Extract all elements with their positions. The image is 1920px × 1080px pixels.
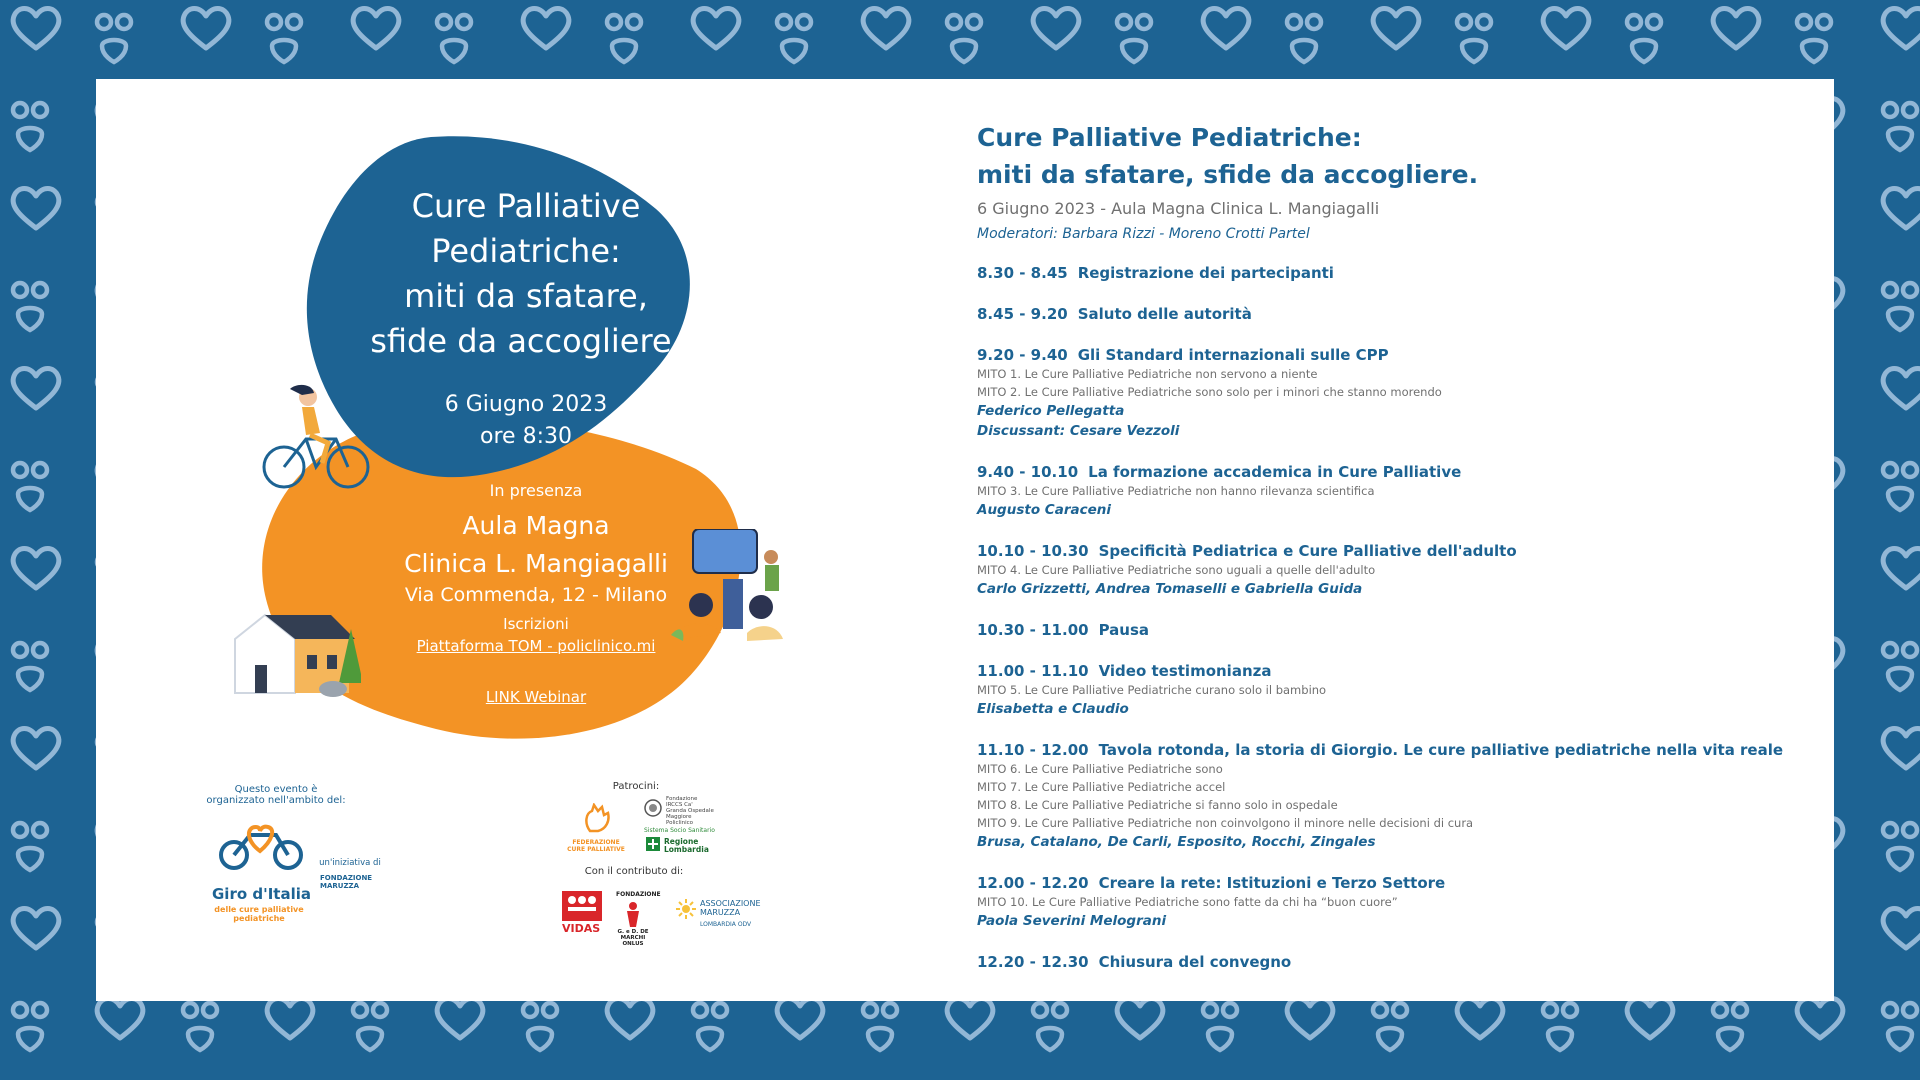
program-item-mito: MITO 2. Le Cure Palliative Pediatriche sono solo per i minori che stanno morendo: [977, 385, 1442, 399]
sistema-label: Sistema Socio Sanitario: [644, 827, 715, 834]
venue-address: Via Commenda, 12 - Milano: [404, 584, 668, 606]
program-item-mito: MITO 10. Le Cure Palliative Pediatriche sono fatte da chi ha “buon cuore”: [977, 895, 1398, 909]
hero-title: [336, 184, 716, 364]
program-item-speaker: Discussant: Cesare Vezzoli: [977, 423, 1180, 439]
program-item-title: Creare la rete: Istituzioni e Terzo Settore: [1098, 874, 1446, 892]
program-item-time: 9.40 - 10.10: [977, 463, 1079, 481]
demarchi-figure-logo: [623, 901, 643, 927]
federazione-hand-logo: [582, 803, 612, 833]
patrocini-label: Patrocini:: [612, 781, 660, 792]
hero-title-line: sfide da accogliere.: [370, 322, 682, 360]
program-item-time: 11.10 - 12.00: [977, 741, 1089, 759]
program-item-time: 8.30 - 8.45: [977, 264, 1068, 282]
program-item: [977, 953, 1807, 972]
demarchi-label: G. e D. DE MARCHI ONLUS: [617, 929, 649, 947]
iniziativa-label: un'iniziativa di: [319, 858, 381, 868]
program-item: [977, 741, 1807, 852]
regione-label: Regione Lombardia: [664, 837, 709, 854]
program-item-time: 10.30 - 11.00: [977, 621, 1089, 639]
program-item-mito: MITO 3. Le Cure Palliative Pediatriche non hanno rilevanza scientifica: [977, 484, 1375, 498]
program-item-title: La formazione accademica in Cure Palliative: [1088, 463, 1462, 481]
federazione-label: FEDERAZIONE CURE PALLIATIVE: [567, 839, 625, 853]
program-item-mito: MITO 4. Le Cure Palliative Pediatriche sono uguali a quelle dell'adulto: [977, 563, 1376, 577]
program-item-head: [977, 662, 1807, 681]
hero-title-line: miti da sfatare,: [404, 277, 648, 315]
program-item: [977, 305, 1807, 324]
program-item-time: 8.45 - 9.20: [977, 305, 1068, 323]
program-item: [977, 874, 1807, 931]
program-title-line: miti da sfatare, sfide da accogliere.: [977, 160, 1479, 189]
demarchi-top-label: FONDAZIONE: [616, 891, 661, 898]
program-item-time: 11.00 - 11.10: [977, 662, 1089, 680]
program-item-mito: MITO 8. Le Cure Palliative Pediatriche si fanno solo in ospedale: [977, 798, 1338, 812]
program-item-title: Specificità Pediatrica e Cure Palliative dell'adulto: [1098, 542, 1517, 560]
program-item-head: [977, 346, 1807, 365]
program-item-title: Video testimonianza: [1098, 662, 1272, 680]
in-presenza-label: In presenza: [489, 481, 583, 500]
event-date: 6 Giugno 2023: [444, 392, 608, 417]
house-illustration: [231, 599, 361, 699]
program-item-speaker: Elisabetta e Claudio: [977, 701, 1129, 717]
hero-date: [376, 389, 676, 453]
giro-title: Giro d'Italia: [212, 885, 311, 903]
assoc-maruzza-label: ASSOCIAZIONE MARUZZA: [700, 899, 761, 917]
program-moderators: Moderatori: Barbara Rizzi - Moreno Crotti Partel: [977, 226, 1310, 242]
assoc-maruzza-sub: LOMBARDIA ODV: [700, 921, 752, 928]
program-item: [977, 621, 1807, 640]
program-item-title: Registrazione dei partecipanti: [1077, 264, 1334, 282]
hero-title-line: Pediatriche:: [431, 232, 621, 270]
irccs-seal-logo: [644, 799, 662, 817]
program-item-title: Gli Standard internazionali sulle CPP: [1077, 346, 1389, 364]
program-item-head: [977, 621, 1807, 640]
program-item-speaker: Carlo Grizzetti, Andrea Tomaselli e Gabriella Guida: [977, 581, 1363, 597]
program-item-head: [977, 741, 1807, 760]
program-item-head: [977, 463, 1807, 482]
program-items: [977, 264, 1807, 972]
program-item-speaker: Federico Pellegatta: [977, 403, 1125, 419]
program-title-line: Cure Palliative Pediatriche:: [977, 123, 1362, 152]
program-item-mito: MITO 9. Le Cure Palliative Pediatriche non coinvolgono il minore nelle decisioni di cura: [977, 816, 1474, 830]
irccs-label: Fondazione IRCCS Ca' Granda Ospedale Maggiore Policlinico: [666, 796, 714, 826]
program-item-speaker: Paola Severini Melograni: [977, 913, 1167, 929]
event-card: [96, 79, 1834, 1001]
hero-title-line: Cure Palliative: [411, 187, 641, 225]
program-item-title: Saluto delle autorità: [1077, 305, 1252, 323]
iscrizioni-label: Iscrizioni: [503, 615, 569, 633]
contributo-label: Con il contributo di:: [584, 866, 684, 877]
program-item-mito: MITO 7. Le Cure Palliative Pediatriche accel: [977, 780, 1226, 794]
program-item: [977, 264, 1807, 283]
cyclist-illustration: [256, 379, 376, 494]
program-item: [977, 542, 1807, 599]
program-item: [977, 346, 1807, 441]
lombardia-cross-logo: [646, 837, 660, 851]
program-item-title: Chiusura del convegno: [1098, 953, 1292, 971]
program-item-mito: MITO 1. Le Cure Palliative Pediatriche non servono a niente: [977, 367, 1318, 381]
event-time: ore 8:30: [480, 424, 572, 449]
program-item-speaker: Augusto Caraceni: [977, 502, 1111, 518]
webinar-link[interactable]: LINK Webinar: [485, 688, 587, 706]
program-item-speaker: Brusa, Catalano, De Carli, Esposito, Rocchi, Zingales: [977, 834, 1376, 850]
tom-registration-link[interactable]: Piattaforma TOM - policlinico.mi: [416, 637, 656, 655]
program-item: [977, 463, 1807, 520]
program-subtitle: 6 Giugno 2023 - Aula Magna Clinica L. Mangiagalli: [977, 199, 1380, 218]
venue: [326, 507, 746, 583]
assoc-maruzza-sun-logo: [676, 899, 696, 919]
program-item: [977, 662, 1807, 719]
program-title: [977, 119, 1807, 193]
vidas-label: VIDAS: [562, 922, 601, 935]
program: [977, 119, 1807, 994]
program-item-title: Pausa: [1098, 621, 1150, 639]
program-item-time: 12.00 - 12.20: [977, 874, 1089, 892]
program-item-head: [977, 305, 1807, 324]
venue-line: Clinica L. Mangiagalli: [404, 549, 668, 578]
program-item-title: Tavola rotonda, la storia di Giorgio. Le cure palliative pediatriche nella vita reale: [1098, 741, 1784, 759]
program-item-mito: MITO 6. Le Cure Palliative Pediatriche sono: [977, 762, 1223, 776]
vidas-logo: [562, 891, 602, 921]
program-item-head: [977, 874, 1807, 893]
organizer-note: Questo evento è organizzato nell'ambito del:: [206, 784, 346, 806]
program-item-head: [977, 264, 1807, 283]
program-item-time: 10.10 - 10.30: [977, 542, 1089, 560]
giro-subtitle: delle cure palliative pediatriche: [214, 905, 304, 923]
giro-bike-logo: [216, 821, 306, 871]
program-item-time: 12.20 - 12.30: [977, 953, 1089, 971]
program-item-mito: MITO 5. Le Cure Palliative Pediatriche curano solo il bambino: [977, 683, 1327, 697]
maruzza-small-logo: FONDAZIONE MARUZZA: [320, 874, 373, 890]
program-item-head: [977, 953, 1807, 972]
venue-line: Aula Magna: [462, 511, 610, 540]
program-item-head: [977, 542, 1807, 561]
program-item-time: 9.20 - 9.40: [977, 346, 1068, 364]
